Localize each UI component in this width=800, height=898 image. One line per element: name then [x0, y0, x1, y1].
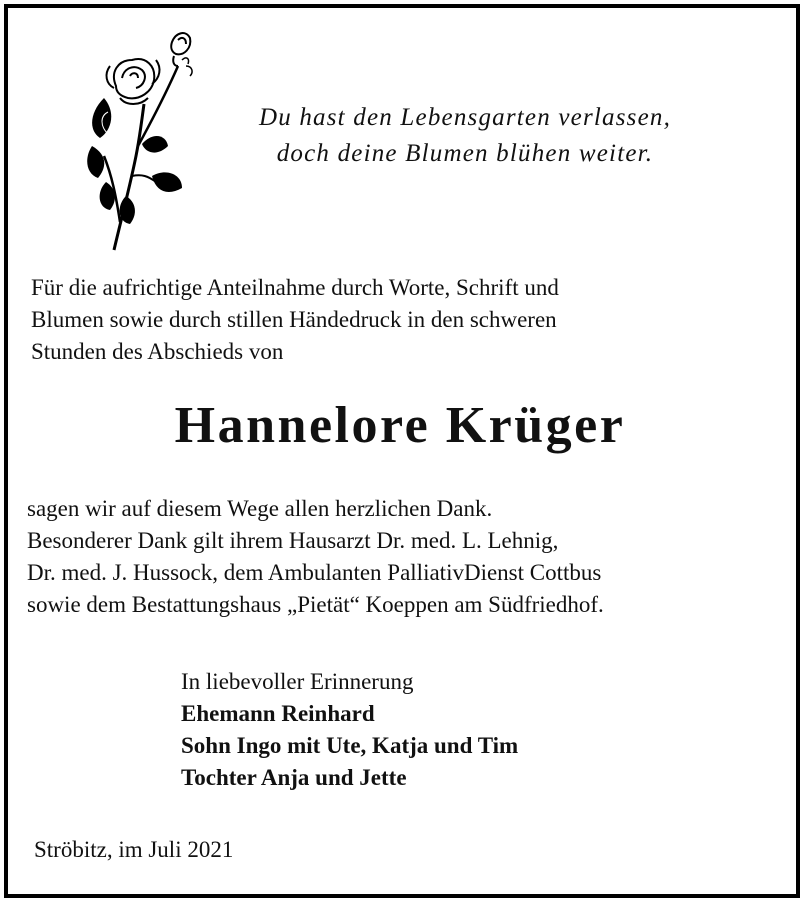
intro-text — [31, 272, 559, 368]
motto — [200, 100, 730, 172]
family-member-1: Ehemann Reinhard — [181, 701, 375, 726]
family-member-3: Tochter Anja und Jette — [181, 765, 407, 790]
signature-block — [181, 666, 518, 794]
thanks-line-3: Dr. med. J. Hussock, dem Ambulanten PalliativDienst Cottbus — [27, 560, 602, 585]
motto-line-1: Du hast den Lebensgarten verlassen, — [258, 104, 672, 131]
intro-line-1: Für die aufrichtige Anteilnahme durch Worte, Schrift und — [31, 275, 559, 300]
place-date: Ströbitz, im Juli 2021 — [34, 837, 234, 862]
signature-intro: In liebevoller Erinnerung — [181, 669, 414, 694]
thanks-line-1: sagen wir auf diesem Wege allen herzlichen Dank. — [27, 496, 493, 521]
intro-line-2: Blumen sowie durch stillen Händedruck in den schweren — [31, 307, 557, 332]
rose-icon — [86, 26, 200, 252]
deceased-name: Hannelore Krüger — [174, 397, 626, 454]
family-member-2: Sohn Ingo mit Ute, Katja und Tim — [181, 733, 519, 758]
intro-line-3: Stunden des Abschieds von — [31, 339, 284, 364]
thanks-line-4: sowie dem Bestattungshaus „Pietät“ Koeppen am Südfriedhof. — [27, 592, 604, 617]
thanks-line-2: Besonderer Dank gilt ihrem Hausarzt Dr. med. L. Lehnig, — [27, 528, 559, 553]
thanks-text — [27, 493, 604, 621]
motto-line-2: doch deine Blumen blühen weiter. — [276, 140, 654, 167]
